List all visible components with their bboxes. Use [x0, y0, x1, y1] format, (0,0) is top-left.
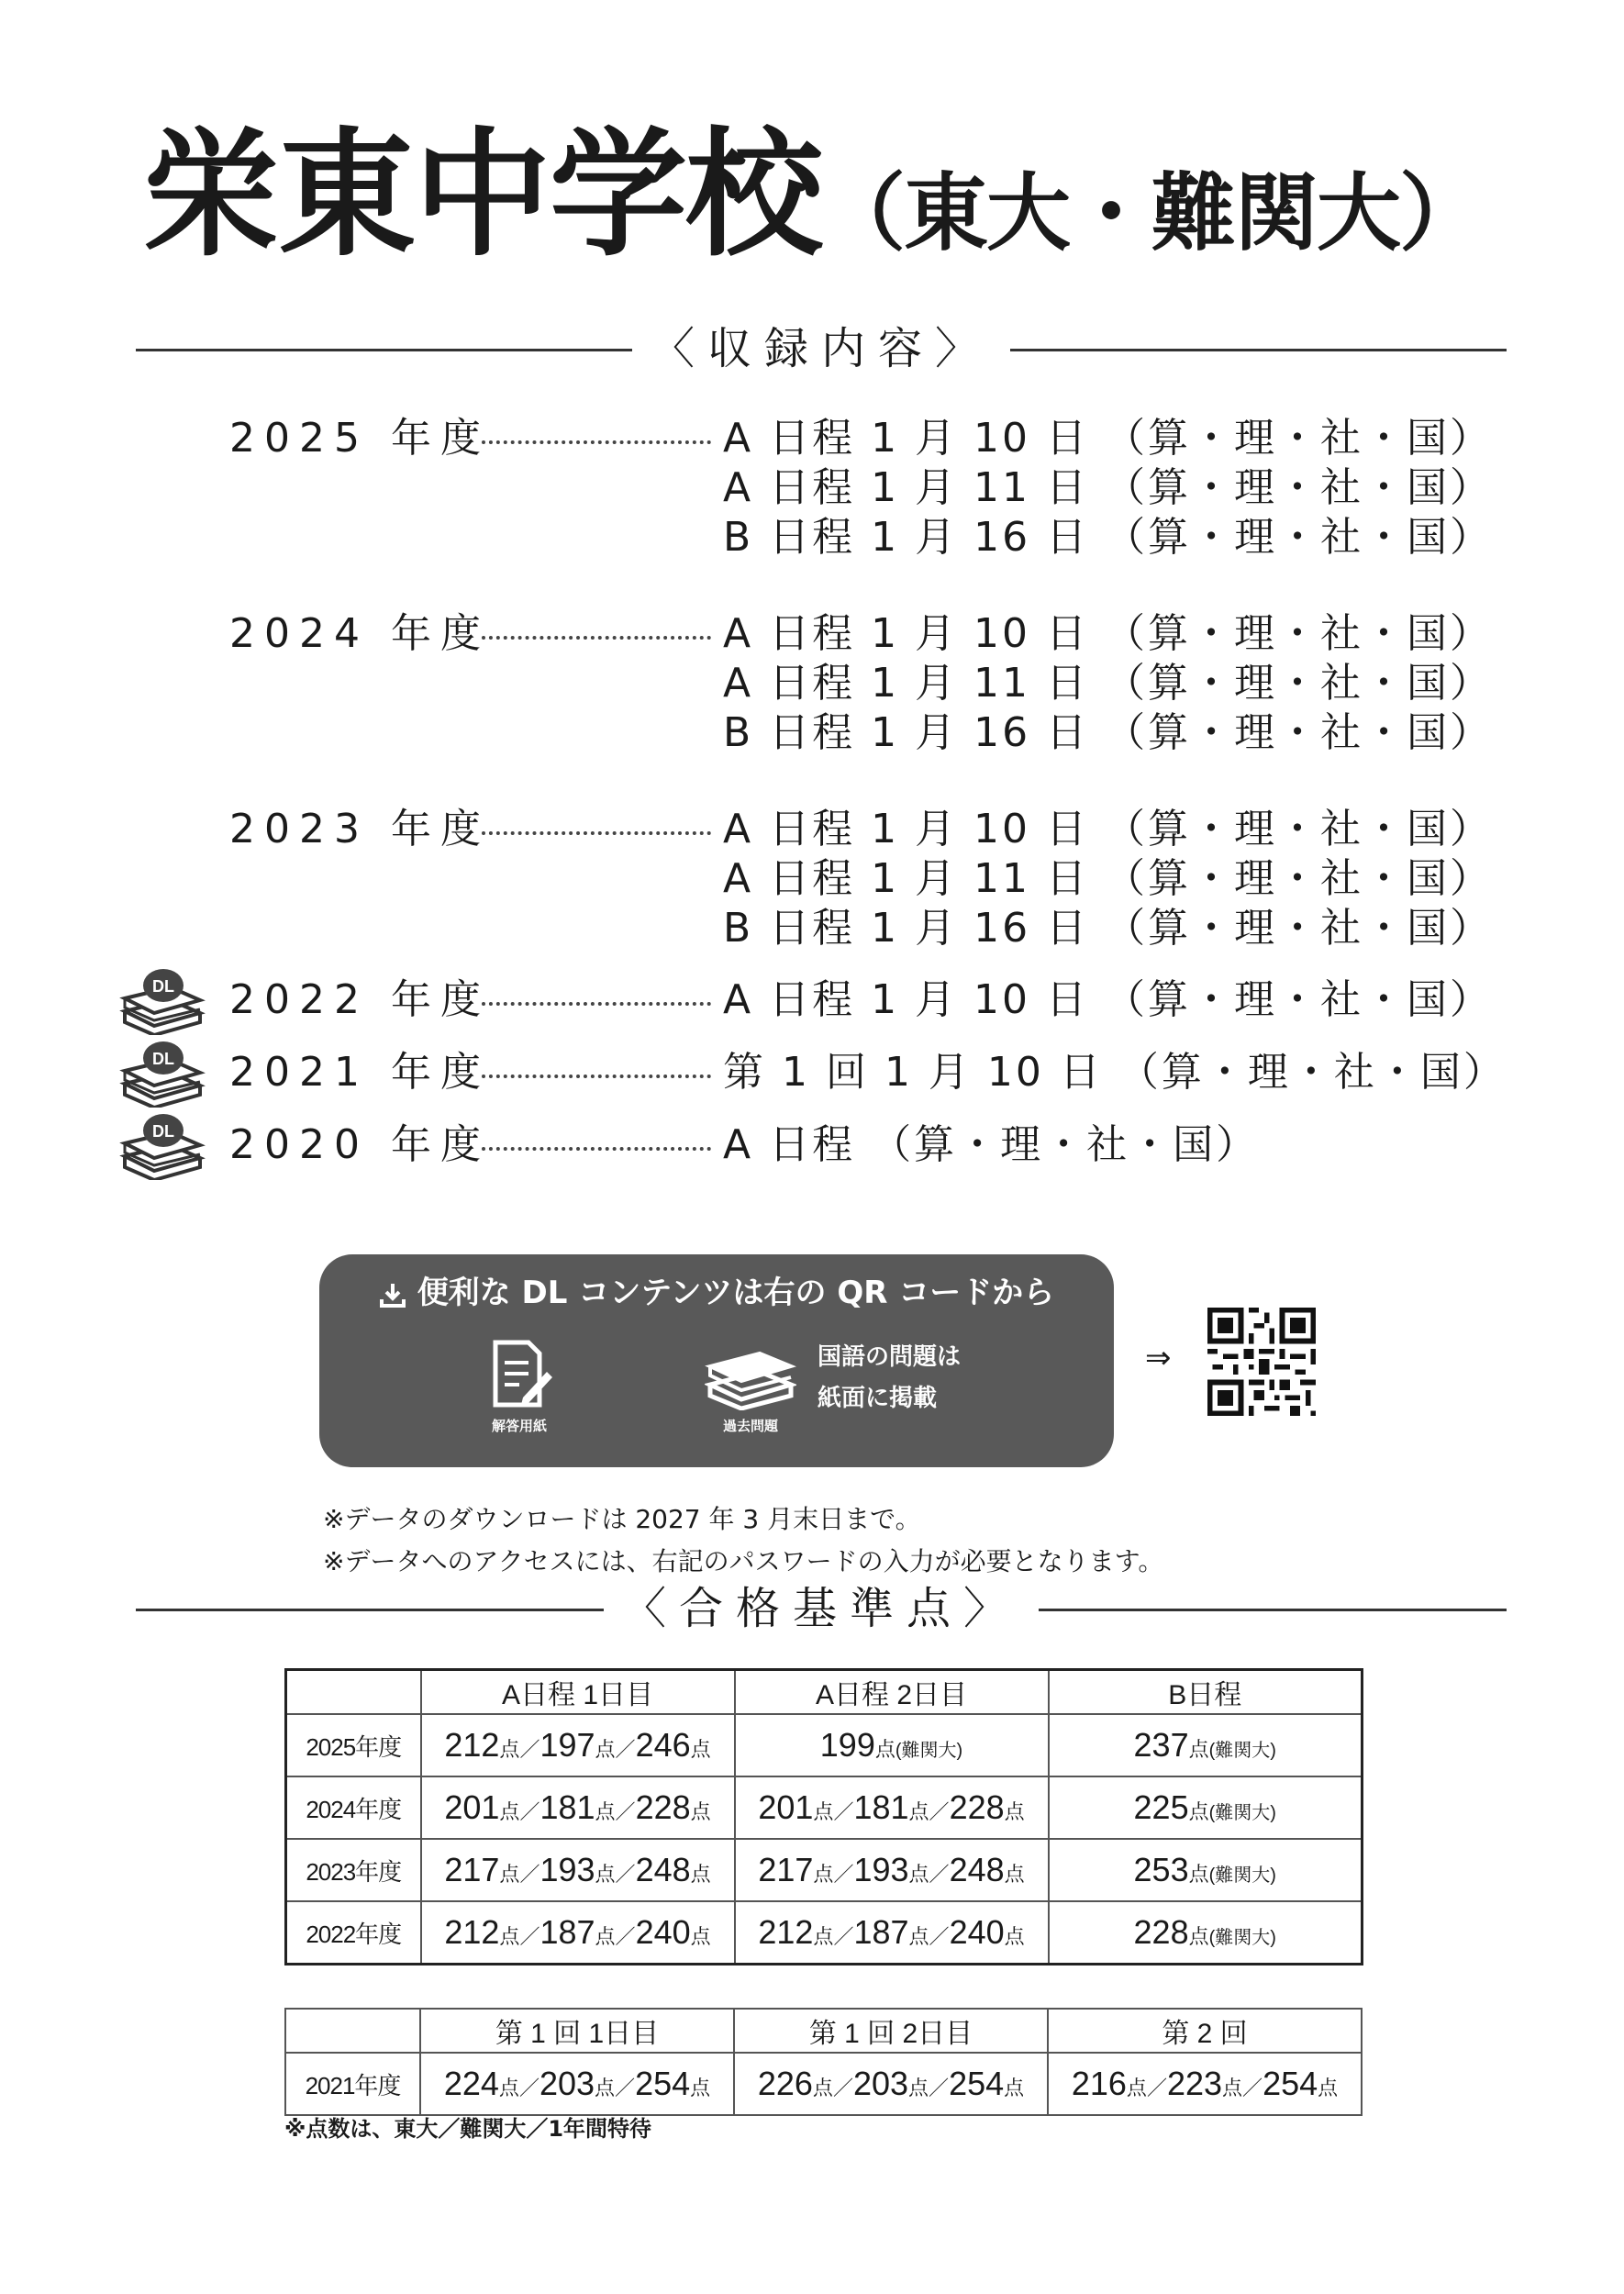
- table-header: 第 1 回 2日目: [734, 2009, 1048, 2053]
- contents-section-label: 〈収録内容〉: [632, 321, 1010, 376]
- qr-code-icon[interactable]: [1207, 1308, 1316, 1416]
- table-row: [286, 1839, 1363, 1901]
- year-cell: 2021年度: [285, 2053, 420, 2115]
- table-row: [285, 2053, 1362, 2115]
- year-cell: 2022年度: [286, 1901, 421, 1965]
- dl-download-icon[interactable]: [119, 1110, 206, 1180]
- download-icon: [379, 1281, 406, 1308]
- year-label: 2025 年度: [229, 415, 490, 462]
- table-header: [285, 2009, 420, 2053]
- contents-section-header: [136, 321, 1507, 376]
- year-label: 2021 年度: [229, 1049, 490, 1096]
- table-row: [286, 1901, 1363, 1965]
- dl-box-heading: [319, 1273, 1114, 1313]
- exam-line: 第 1 回 1 月 10 日 （算・理・社・国）: [723, 1049, 1507, 1096]
- table-header-row: [286, 1670, 1363, 1715]
- exam-line: A 日程 1 月 11 日 （算・理・社・国）: [723, 660, 1493, 707]
- dl-download-icon[interactable]: [119, 1038, 206, 1108]
- past-exam-item[interactable]: [705, 1339, 796, 1435]
- dl-content-box: [319, 1254, 1114, 1467]
- year-label: 2024 年度: [229, 610, 490, 657]
- leader-dots: [482, 1075, 711, 1078]
- table-row: [286, 1714, 1363, 1776]
- score-cell: 199点(難関大): [735, 1714, 1049, 1776]
- exam-line: A 日程 1 月 10 日 （算・理・社・国）: [723, 415, 1493, 462]
- exam-line: B 日程 1 月 16 日 （算・理・社・国）: [723, 905, 1494, 952]
- year-label: 2023 年度: [229, 806, 490, 852]
- table-header: A日程 1日目: [421, 1670, 735, 1715]
- passing-score-table-2021: [284, 2008, 1363, 2116]
- note-line: 紙面に掲載: [818, 1385, 938, 1412]
- exam-line: A 日程 1 月 11 日 （算・理・社・国）: [723, 855, 1493, 902]
- leader-dots: [482, 1147, 711, 1151]
- note-line: 国語の問題は: [818, 1343, 962, 1371]
- dl-box-note: [818, 1337, 961, 1420]
- dl-badge-text: DL: [152, 977, 174, 996]
- school-course: （東大・難関大）: [821, 164, 1483, 262]
- score-cell: 237点(難関大): [1049, 1714, 1363, 1776]
- score-cell: 217点／193点／248点: [735, 1839, 1049, 1901]
- arrow-right-icon: ⇒: [1145, 1340, 1172, 1376]
- score-cell: 217点／193点／248点: [421, 1839, 735, 1901]
- year-cell: 2025年度: [286, 1714, 421, 1776]
- table-header: 第 2 回: [1048, 2009, 1362, 2053]
- table-header-row: [285, 2009, 1362, 2053]
- score-cell: 225点(難関大): [1049, 1776, 1363, 1839]
- dl-badge-text: DL: [152, 1122, 174, 1141]
- table-header: [286, 1670, 421, 1715]
- dl-download-icon[interactable]: [119, 965, 206, 1035]
- score-cell: 253点(難関大): [1049, 1839, 1363, 1901]
- exam-line: B 日程 1 月 16 日 （算・理・社・国）: [723, 514, 1494, 561]
- year-cell: 2024年度: [286, 1776, 421, 1839]
- table-header: 第 1 回 1日目: [420, 2009, 734, 2053]
- year-cell: 2023年度: [286, 1839, 421, 1901]
- leader-dots: [482, 1002, 711, 1006]
- score-cell: 216点／223点／254点: [1048, 2053, 1362, 2115]
- exam-line: B 日程 1 月 16 日 （算・理・社・国）: [723, 709, 1494, 756]
- exam-line: A 日程 1 月 10 日 （算・理・社・国）: [723, 976, 1493, 1023]
- note-line: ※データのダウンロードは 2027 年 3 月末日まで。: [323, 1504, 921, 1534]
- score-cell: 224点／203点／254点: [420, 2053, 734, 2115]
- year-label: 2022 年度: [229, 976, 490, 1023]
- past-exam-caption: 過去問題: [722, 1418, 778, 1434]
- table-header: B日程: [1049, 1670, 1363, 1715]
- scores-section-label: 〈合格基準点〉: [604, 1581, 1039, 1636]
- document-icon: [483, 1337, 556, 1410]
- passing-score-table: [284, 1668, 1363, 1965]
- exam-line: A 日程 1 月 10 日 （算・理・社・国）: [723, 806, 1493, 852]
- table-row: [286, 1776, 1363, 1839]
- score-cell: 212点／187点／240点: [421, 1901, 735, 1965]
- leader-dots: [482, 831, 711, 835]
- answer-sheet-caption: 解答用紙: [491, 1418, 547, 1434]
- leader-dots: [482, 636, 711, 640]
- note-line: ※データへのアクセスには、右記のパスワードの入力が必要となります。: [323, 1546, 1164, 1576]
- dl-heading-text: 便利な DL コンテンツは右の QR コードから: [417, 1275, 1055, 1311]
- answer-sheet-item[interactable]: [483, 1337, 556, 1435]
- score-cell: 228点(難関大): [1049, 1901, 1363, 1965]
- score-cell: 201点／181点／228点: [735, 1776, 1049, 1839]
- scores-section-header: [136, 1581, 1507, 1636]
- table-header: A日程 2日目: [735, 1670, 1049, 1715]
- score-cell: 226点／203点／254点: [734, 2053, 1048, 2115]
- exam-line: A 日程 （算・理・社・国）: [723, 1121, 1260, 1168]
- books-icon: [705, 1339, 796, 1410]
- page-title: [0, 116, 1624, 275]
- exam-line: A 日程 1 月 10 日 （算・理・社・国）: [723, 610, 1493, 657]
- year-label: 2020 年度: [229, 1121, 490, 1168]
- score-footnote: ※点数は、東大／難関大／1年間特待: [284, 2116, 652, 2142]
- score-cell: 201点／181点／228点: [421, 1776, 735, 1839]
- score-cell: 212点／187点／240点: [735, 1901, 1049, 1965]
- download-notes: [323, 1498, 1163, 1583]
- dl-badge-text: DL: [152, 1050, 174, 1068]
- exam-line: A 日程 1 月 11 日 （算・理・社・国）: [723, 464, 1493, 511]
- leader-dots: [482, 440, 711, 444]
- school-name: 栄東中学校: [141, 116, 821, 275]
- score-cell: 212点／197点／246点: [421, 1714, 735, 1776]
